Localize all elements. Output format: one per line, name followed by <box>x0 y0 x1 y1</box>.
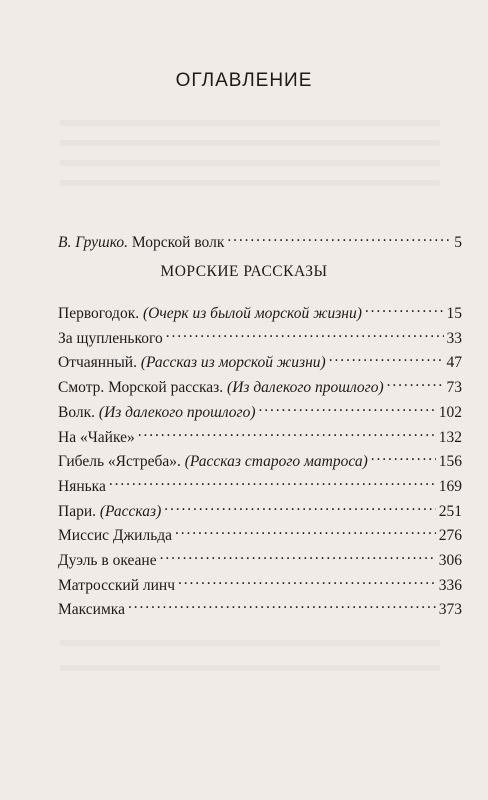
toc-entry-title <box>58 576 175 596</box>
toc-entry <box>58 397 462 423</box>
toc-entry-title <box>58 403 256 423</box>
toc-entry-title <box>58 502 161 522</box>
toc-entry-author: В. Грушко. <box>58 234 129 251</box>
toc-entry-page: 132 <box>438 428 462 446</box>
dot-leader <box>259 397 436 417</box>
toc-entry <box>58 471 462 497</box>
show-through-line <box>60 120 440 126</box>
toc-entry <box>58 298 462 324</box>
toc-entry-title <box>58 233 224 253</box>
dot-leader <box>175 520 436 540</box>
dot-leader <box>365 298 444 318</box>
dot-leader <box>329 347 444 367</box>
toc-entry-page: 306 <box>438 552 462 569</box>
toc-entry-subtitle: (Очерк из былой морской жизни) <box>142 305 362 322</box>
toc-entry-work-title: Морской волк <box>131 234 225 251</box>
toc-entry-page: 33 <box>446 329 462 347</box>
toc-intro-entry <box>58 227 462 253</box>
toc-entry-title <box>58 600 125 620</box>
toc-entry-work-title: За щупленького <box>58 329 163 347</box>
toc-entry-work-title: Нянька <box>58 477 106 495</box>
page-title: ОГЛАВЛЕНИЕ <box>175 70 313 91</box>
toc-entry-title <box>58 551 157 571</box>
toc-entry-page: 251 <box>438 502 462 520</box>
dot-leader <box>109 471 436 491</box>
toc-entry-page: 5 <box>454 234 462 251</box>
dot-leader <box>227 227 451 247</box>
toc-entry-title <box>58 304 362 324</box>
toc-entry-page: 102 <box>438 403 462 421</box>
toc-entry-work-title: Гибель «Ястреба». <box>58 453 181 471</box>
dot-leader <box>128 594 436 614</box>
toc-entry-subtitle: (Рассказ старого матроса) <box>184 453 368 471</box>
toc-entry-work-title: Матросский линч <box>58 576 175 594</box>
toc-entry-page: 15 <box>446 305 462 322</box>
show-through-line <box>60 665 440 671</box>
toc-entry-subtitle: (Рассказ из морской жизни) <box>140 354 326 372</box>
toc-entry-title <box>58 353 326 373</box>
toc-entry-title <box>58 452 368 472</box>
toc-entry <box>58 496 462 522</box>
toc-entry <box>58 545 462 571</box>
toc-entry <box>58 446 462 472</box>
toc-entry-work-title: Смотр. Морской рассказ. <box>58 379 224 397</box>
toc-entry <box>58 347 462 373</box>
toc-entry-title <box>58 329 163 349</box>
toc-entry-page: 276 <box>438 527 462 545</box>
dot-leader <box>166 323 444 343</box>
toc-entry-page: 373 <box>438 601 462 619</box>
toc-entry <box>58 422 462 448</box>
toc-entry-work-title: Дуэль в океане <box>58 552 157 569</box>
toc-entry-title <box>58 428 135 448</box>
dot-leader <box>387 372 444 392</box>
toc-entry-page: 169 <box>438 477 462 495</box>
toc-entry-work-title: Пари. <box>58 502 96 520</box>
toc-entry <box>58 594 462 620</box>
toc-entry <box>58 323 462 349</box>
section-title: МОРСКИЕ РАССКАЗЫ <box>160 263 328 280</box>
toc-entry-page: 336 <box>438 576 462 594</box>
dot-leader <box>164 496 436 516</box>
show-through-line <box>60 640 440 646</box>
toc-entry-page: 156 <box>438 453 462 471</box>
toc-entry <box>58 520 462 546</box>
toc-entry-title <box>58 526 172 546</box>
toc-entry <box>58 570 462 596</box>
show-through-line <box>60 180 440 186</box>
toc-entry-work-title: Первогодок. <box>58 305 140 322</box>
dot-leader <box>371 446 436 466</box>
toc-entry-work-title: Максимка <box>58 601 125 619</box>
toc-entry-work-title: Отчаянный. <box>58 354 137 372</box>
toc-entry-subtitle: (Рассказ) <box>99 502 162 520</box>
show-through-line <box>60 160 440 166</box>
dot-leader <box>178 570 436 590</box>
toc-entry-title <box>58 477 106 497</box>
dot-leader <box>138 422 436 442</box>
dot-leader <box>160 545 436 565</box>
toc-entry-work-title: Миссис Джильда <box>58 527 173 545</box>
toc-entry-subtitle: (Из далекого прошлого) <box>227 379 384 397</box>
show-through-line <box>60 140 440 146</box>
toc-entry-work-title: На «Чайке» <box>58 428 135 446</box>
toc-entry-subtitle: (Из далекого прошлого) <box>98 403 256 421</box>
toc-entry-page: 73 <box>446 379 462 397</box>
toc-entry-title <box>58 378 384 398</box>
toc-entry-work-title: Волк. <box>58 403 96 421</box>
toc-entry <box>58 372 462 398</box>
toc-entry-page: 47 <box>446 354 462 372</box>
